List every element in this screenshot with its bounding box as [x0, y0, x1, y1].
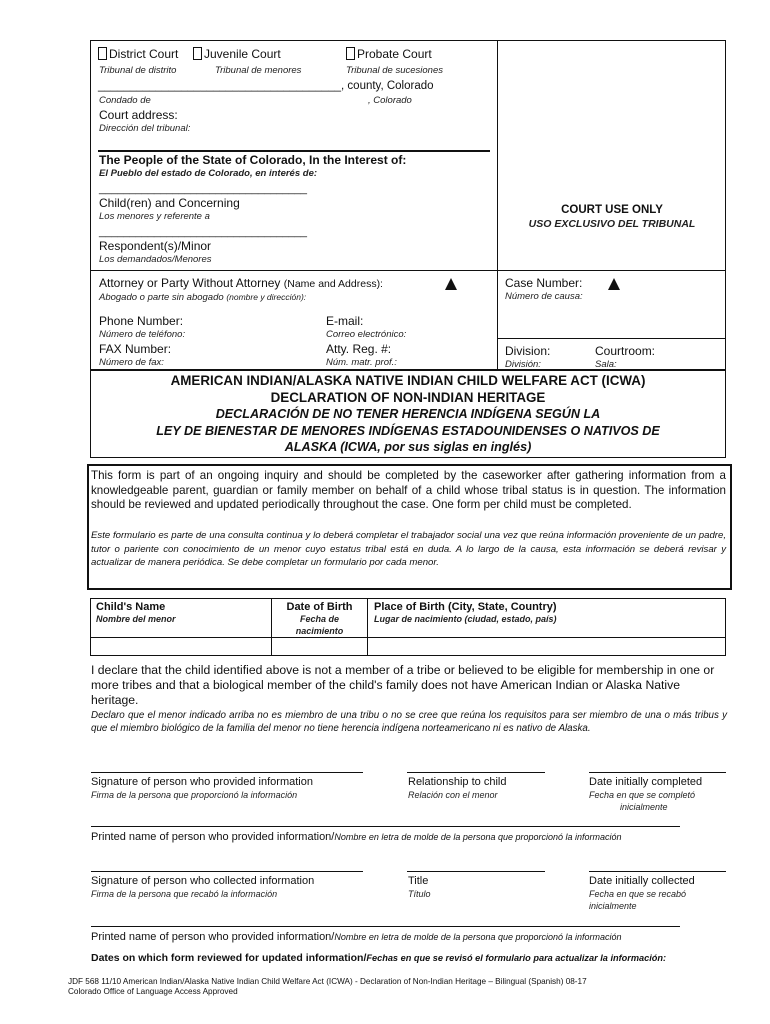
- date-completed-label: Date initially completed: [589, 776, 703, 788]
- county-es: Condado de: [99, 95, 151, 106]
- email-label: E-mail:: [326, 314, 364, 328]
- courtroom-label: Courtroom:: [595, 344, 656, 358]
- email-es: Correo electrónico:: [326, 329, 407, 340]
- respondent-label: Respondent(s)/Minor: [99, 239, 212, 253]
- county-line[interactable]: ______________________________________, county, Colorado: [98, 80, 434, 92]
- printed-provided-label: Printed name of person who provided information/Nombre en letra de molde de la persona que proporcionó la información: [91, 831, 622, 843]
- phone-es: Número de teléfono:: [99, 329, 186, 340]
- fax-label: FAX Number:: [99, 342, 172, 356]
- printed-collected-label: Printed name of person who provided information/Nombre en letra de molde de la persona que proporcionó la información: [91, 931, 622, 943]
- fax-es: Número de fax:: [99, 357, 164, 368]
- printed-collected-line[interactable]: [91, 926, 680, 927]
- dob-header-es-a: Fecha de: [299, 614, 339, 624]
- division-label: Division:: [505, 344, 551, 358]
- dob-header: Date of Birth: [286, 601, 353, 613]
- date-completed-es-b: inicialmente: [620, 802, 668, 812]
- respondent-name-line[interactable]: __________________________________: [99, 226, 308, 238]
- court-address-label: Court address:: [99, 108, 178, 122]
- relationship-line[interactable]: [407, 772, 545, 773]
- case-number-label: Case Number:: [505, 276, 583, 290]
- court-use-only-es: USO EXCLUSIVO DEL TRIBUNAL: [528, 218, 696, 230]
- parties-divider: [98, 150, 490, 152]
- district-court-es: Tribunal de distrito: [99, 65, 177, 76]
- date-collected-es-b: inicialmente: [589, 901, 637, 911]
- phone-label: Phone Number:: [99, 314, 184, 328]
- court-address-es: Dirección del tribunal:: [99, 123, 191, 134]
- sig-provided-line[interactable]: [91, 772, 363, 773]
- title-es-line-3: ALASKA (ICWA, por sus siglas en inglés): [284, 440, 532, 454]
- date-completed-es-a: Fecha en que se completó: [589, 790, 696, 800]
- printed-provided-line[interactable]: [91, 826, 680, 827]
- pob-header-es: Lugar de nacimiento (ciudad, estado, país): [374, 614, 557, 624]
- dob-header-es-b: nacimiento: [295, 626, 344, 636]
- date-collected-label: Date initially collected: [589, 875, 695, 887]
- intro-text-es: Este formulario es parte de una consulta continua y lo deberá completar el trabajador social una vez que reúna información proveniente de un padre, tutor o pariente con conocimiento de un menor cuyo estatus tribal está en duda. A lo largo de la causa, esta información se deberá revisar y actualizar de manera periódica. Se debe completar un formulario por cada menor.: [91, 530, 726, 568]
- footer-approval: Colorado Office of Language Access Approved: [68, 987, 238, 996]
- courtroom-es: Sala:: [595, 359, 617, 370]
- child-name-header: Child's Name: [96, 601, 166, 613]
- title-label: Title: [408, 875, 429, 887]
- sig-collected-es: Firma de la persona que recabó la información: [91, 889, 278, 899]
- sig-collected-label: Signature of person who collected information: [91, 875, 315, 887]
- title-line-2: DECLARATION OF NON-INDIAN HERITAGE: [270, 390, 546, 405]
- declaration-text-en: I declare that the child identified above is not a member of a tribe or believed to be eligible for membership in one or more tribes and that a biological member of the child's family does not have American Indian or Alaska Native heritage.: [91, 663, 715, 707]
- probate-court-checkbox[interactable]: Probate Court: [346, 47, 432, 61]
- date-collected-line[interactable]: [589, 871, 726, 872]
- court-use-only: COURT USE ONLY: [561, 204, 663, 216]
- colorado-es: , Colorado: [368, 95, 412, 106]
- date-completed-line[interactable]: [589, 772, 726, 773]
- atty-reg-es: Núm. matr. prof.:: [326, 357, 397, 368]
- dates-reviewed-label: Dates on which form reviewed for updated information/Fechas en que se revisó el formulario para actualizar la información:: [91, 952, 667, 964]
- atty-reg-label: Atty. Reg. #:: [326, 342, 392, 356]
- pob-cell[interactable]: [368, 638, 725, 655]
- dob-cell[interactable]: [272, 638, 366, 655]
- title-es-line-1: DECLARACIÓN DE NO TENER HERENCIA INDÍGENA SEGÚN LA: [215, 407, 601, 421]
- attorney-row-top: [90, 270, 726, 271]
- arrow-up-icon: [445, 278, 457, 290]
- relationship-es: Relación con el menor: [408, 790, 498, 800]
- children-name-line[interactable]: __________________________________: [99, 183, 308, 195]
- sig-collected-line[interactable]: [91, 871, 363, 872]
- sig-provided-es: Firma de la persona que proporcionó la información: [91, 790, 298, 800]
- probate-court-es: Tribunal de sucesiones: [346, 65, 443, 76]
- intro-text-en: This form is part of an ongoing inquiry and should be completed by the caseworker after gathering information from a knowledgeable parent, guardian or family member on behalf of a child whose tribal status is in question. The information should be reviewed and updated periodically throughout the case. One form per child must be completed.: [91, 469, 726, 511]
- division-es: División:: [505, 359, 541, 370]
- declaration-text-es: Declaro que el menor indicado arriba no es miembro de una tribu o no se cree que reúna los requisitos para ser miembro de una o más tribus y que el miembro biológico de la familia del menor no tiene herencia indígena norteamericano ni es nativo de Alaska.: [91, 710, 727, 734]
- children-label: Child(ren) and Concerning: [99, 196, 240, 210]
- attorney-label: Attorney or Party Without Attorney (Name and Address):: [99, 276, 383, 290]
- district-court-checkbox[interactable]: District Court: [98, 47, 178, 61]
- title-es: Título: [408, 889, 431, 899]
- juvenile-court-checkbox[interactable]: Juvenile Court: [193, 47, 281, 61]
- attorney-es: Abogado o parte sin abogado (nombre y dirección):: [99, 292, 307, 303]
- case-number-es: Número de causa:: [505, 291, 583, 302]
- date-collected-es-a: Fecha en que se recabó: [589, 889, 687, 899]
- children-es: Los menores y referente a: [99, 211, 210, 222]
- child-name-header-es: Nombre del menor: [96, 614, 176, 624]
- sig-provided-label: Signature of person who provided information: [91, 776, 313, 788]
- title-es-line-2: LEY DE BIENESTAR DE MENORES INDÍGENAS ESTADOUNIDENSES O NATIVOS DE: [156, 424, 660, 438]
- title-line[interactable]: [407, 871, 545, 872]
- pob-header: Place of Birth (City, State, Country): [374, 601, 557, 613]
- division-row-top: [497, 338, 726, 339]
- people-title: The People of the State of Colorado, In the Interest of:: [99, 153, 407, 167]
- juvenile-court-es: Tribunal de menores: [215, 65, 302, 76]
- people-title-es: El Pueblo del estado de Colorado, en interés de:: [99, 168, 318, 179]
- title-line-1: AMERICAN INDIAN/ALASKA NATIVE INDIAN CHILD WELFARE ACT (ICWA): [170, 373, 646, 388]
- child-name-cell[interactable]: [91, 638, 270, 655]
- respondent-es: Los demandados/Menores: [99, 254, 212, 265]
- relationship-label: Relationship to child: [408, 776, 507, 788]
- footer-form-id: JDF 568 11/10 American Indian/Alaska Native Indian Child Welfare Act (ICWA) - Declaration of Non-Indian Heritage – Bilingual (Spanish) 08-17: [68, 977, 587, 986]
- arrow-up-icon: [608, 278, 620, 290]
